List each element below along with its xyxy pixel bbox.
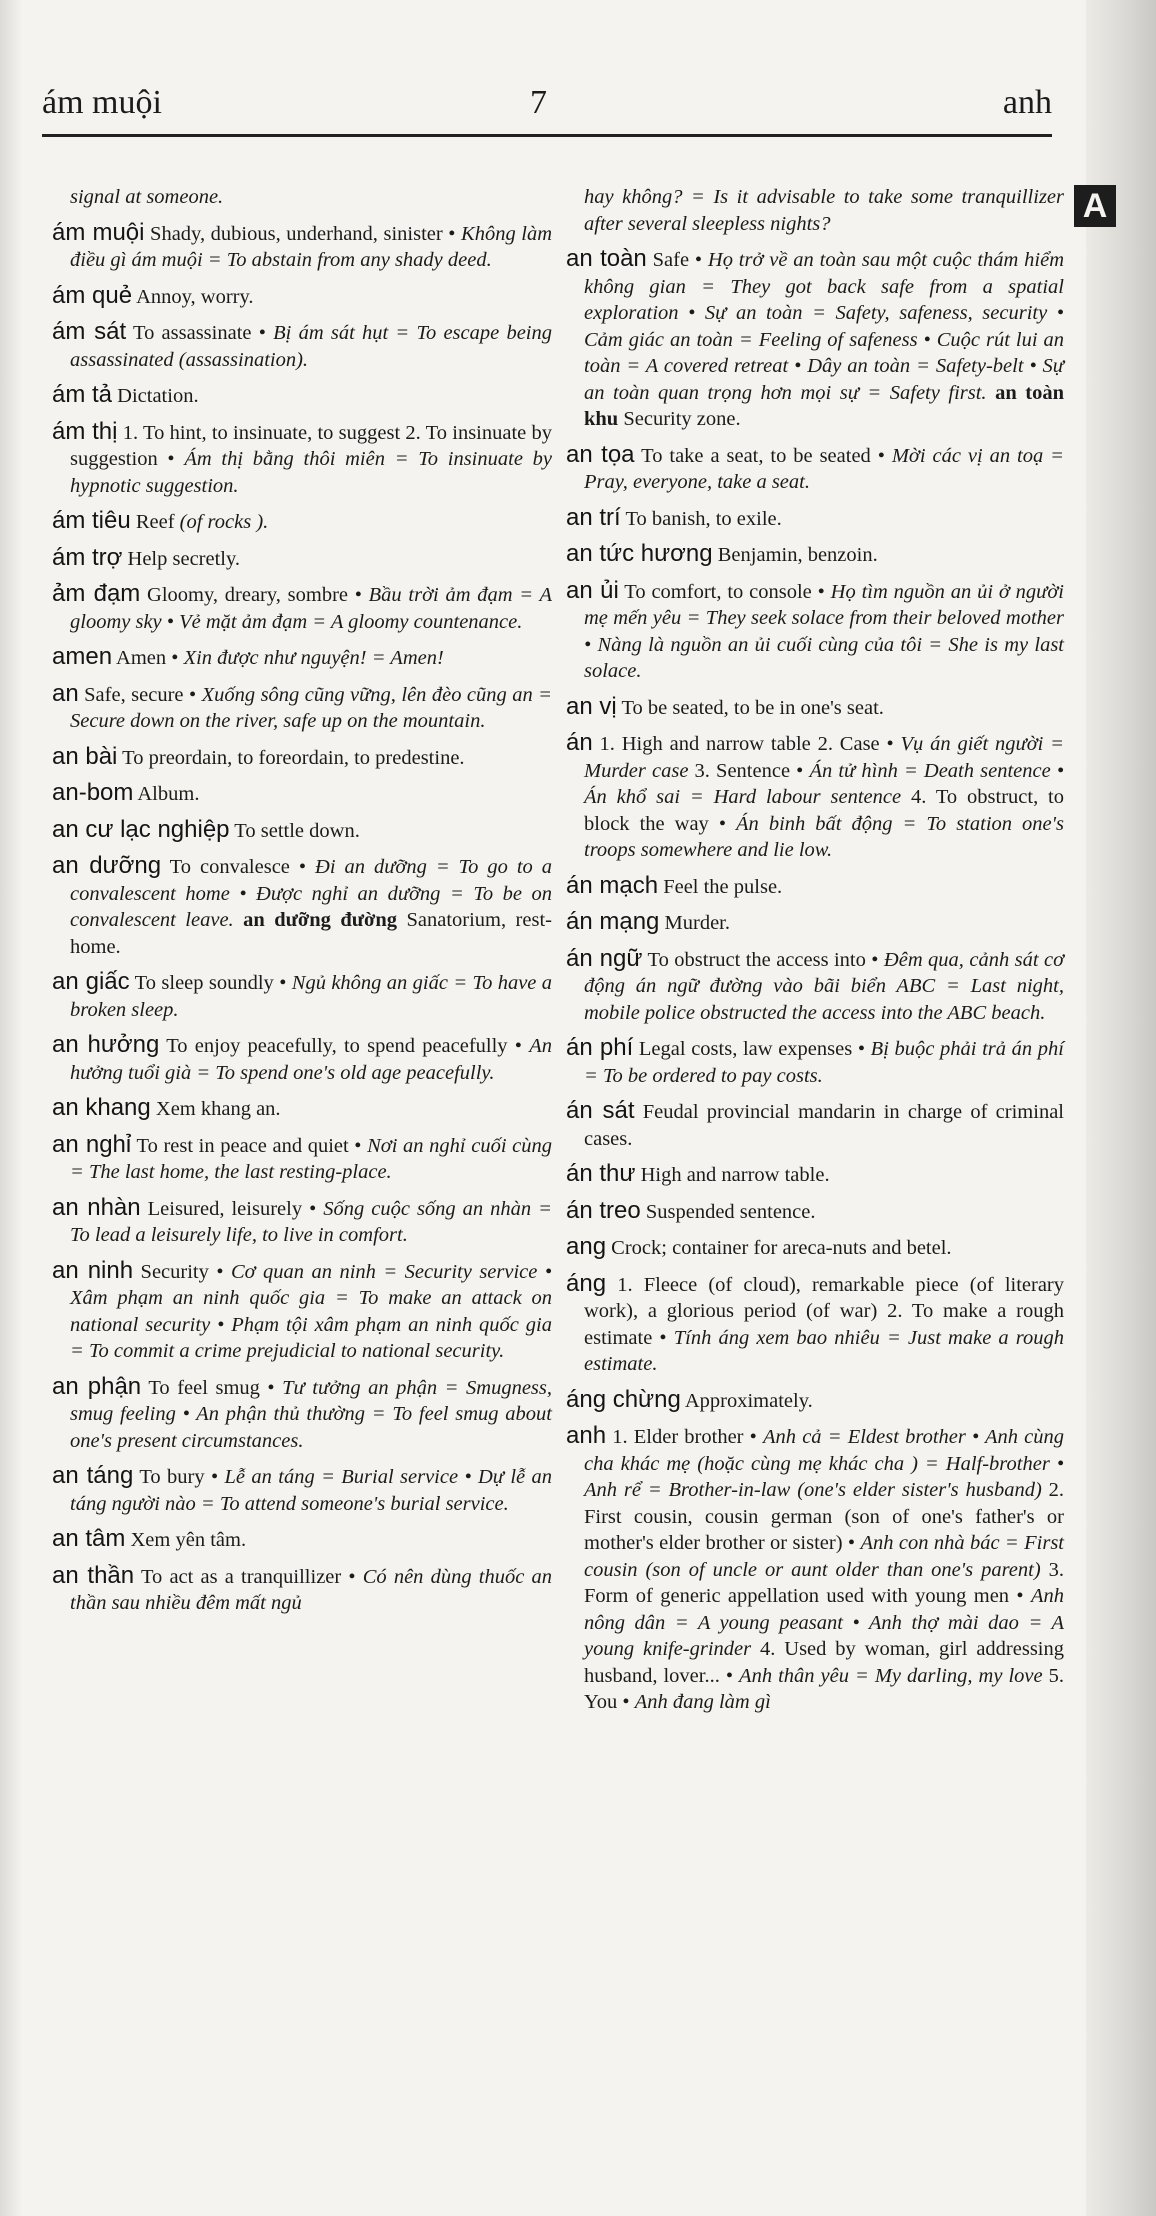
entry-headword: ám tả [52, 381, 113, 408]
dictionary-entry [566, 1035, 1064, 1089]
dictionary-entry [52, 1195, 552, 1249]
entry-definition: To assassinate • [132, 322, 266, 344]
entry-headword: ám tiêu [52, 507, 131, 534]
entry-example: Ám thị bằng thôi miên = To insinuate by hypnotic suggestion. [70, 448, 553, 497]
entry-continuation: hay không? = Is it advisable to take some tranquillizer after several sleepless nights? [584, 186, 1064, 235]
entry-example: Bầu trời ảm đạm = A gloomy sky • Vẻ mặt ảm đạm = A gloomy countenance. [70, 584, 552, 633]
dictionary-entry [566, 184, 1064, 237]
entry-headword: an hưởng [52, 1031, 160, 1058]
dictionary-entry [52, 644, 552, 672]
entry-example: Sống cuộc sống an nhàn = To lead a leisurely life, to live in comfort. [70, 1197, 552, 1246]
dictionary-entry [566, 1234, 1064, 1262]
dictionary-entry [52, 319, 552, 373]
dictionary-entry [52, 969, 552, 1023]
entry-definition: To sleep soundly • [134, 972, 287, 994]
entry-example: Có nên dùng thuốc an thần sau nhiều đêm mất ngủ [70, 1565, 552, 1614]
entry-headword: an tức hương [566, 540, 713, 567]
dictionary-entry [52, 508, 552, 536]
entry-example: Tính áng xem bao nhiêu = Just make a rough estimate. [584, 1326, 1065, 1375]
entry-headword: án [566, 729, 593, 756]
dictionary-entry [566, 1387, 1064, 1415]
entry-headword: ám sát [52, 318, 127, 345]
header-rule [42, 134, 1052, 137]
dictionary-entry [566, 873, 1064, 901]
entry-headword: an [52, 679, 79, 707]
running-header [42, 78, 1052, 126]
dictionary-entry [52, 1095, 552, 1123]
entry-headword: án phí [566, 1034, 634, 1061]
entry-example: Nơi an nghỉ cuối cùng = The last home, the last resting-place. [70, 1134, 552, 1183]
entry-definition: Feudal provincial mandarin in charge of criminal cases. [584, 1101, 1064, 1150]
thumb-index-tab: A [1074, 185, 1116, 227]
dictionary-entry [566, 694, 1064, 722]
entry-definition: 2. First cousin, cousin german (son of one's father's or mother's elder brother or sister) • [584, 1479, 1064, 1554]
entry-headword: an bài [52, 742, 118, 770]
dictionary-entry [566, 1198, 1064, 1226]
entry-definition: Benjamin, benzoin. [717, 544, 878, 566]
dictionary-entry [52, 184, 552, 211]
entry-definition: To enjoy peacefully, to spend peacefully • [166, 1035, 522, 1057]
entry-definition: To obstruct the access into • [647, 948, 879, 971]
right-column [566, 184, 1064, 1725]
entry-definition: Security • [140, 1260, 224, 1283]
entry-example: Anh cả = Eldest brother • Anh cùng cha khác mẹ (hoặc cùng mẹ khác cha ) = Half-brother • Anh rể = Brother-in-law (one's elder sister's husband) [584, 1426, 1064, 1501]
entry-definition: 3. Sentence • [694, 759, 804, 782]
entry-definition: Album. [137, 783, 200, 805]
entry-headword: an cư lạc nghiệp [52, 815, 230, 843]
entry-example: Tư tưởng an phận = Smugness, smug feeling • An phận thủ thường = To feel smug about one's present circumstances. [70, 1376, 553, 1452]
entry-definition: Safe • [652, 249, 703, 271]
entry-headword: ám muội [52, 218, 145, 246]
entry-example: Không làm điều gì ám muội = To abstain from any shady deed. [70, 222, 553, 271]
entry-example: Lễ an táng = Burial service • Dự lễ an táng người nào = To attend someone's burial service. [70, 1466, 552, 1515]
entry-example: Vụ án giết người = Murder case [584, 733, 1064, 782]
header-first-word: ám muội [42, 84, 162, 121]
entry-definition: To settle down. [234, 819, 360, 842]
sub-headword: an dưỡng đường [243, 909, 398, 931]
dictionary-entry [52, 744, 552, 772]
entry-definition: To take a seat, to be seated • [641, 444, 885, 467]
dictionary-entry [52, 1374, 552, 1455]
entry-example: Đi an dưỡng = To go to a convalescent home • Được nghỉ an dưỡng = To be on convalescent leave. [70, 856, 553, 931]
entry-definition: 1. To hint, to insinuate, to suggest 2. To insinuate by suggestion • [70, 421, 553, 470]
entry-headword: an nghỉ [52, 1130, 132, 1158]
dictionary-entry [52, 1463, 552, 1517]
entry-definition: Xem yên tâm. [130, 1529, 247, 1551]
dictionary-entry [52, 681, 552, 735]
dictionary-entry [52, 220, 552, 274]
entry-example: Anh nông dân = A young peasant • Anh thợ mài dao = A young knife-grinder [584, 1585, 1064, 1660]
dictionary-entry [52, 382, 552, 410]
entry-example: Anh đang làm gì [634, 1691, 771, 1713]
entry-definition: 4. To obstruct, to block the way • [584, 786, 1065, 835]
entry-definition: 1. Fleece (of cloud), remarkable piece (of literary work), a glorious period (of war) 2. To make a rough estimate • [584, 1273, 1065, 1349]
entry-headword: anh [566, 1422, 607, 1449]
entry-headword: án mạch [566, 871, 659, 899]
entry-example: (of rocks ). [179, 511, 269, 533]
page-number: 7 [530, 84, 547, 121]
entry-definition: Xem khang an. [155, 1098, 281, 1120]
book-spine-shadow [1086, 0, 1156, 2216]
entry-definition: To act as a tranquillizer • [140, 1565, 356, 1588]
entry-example: An hưởng tuổi già = To spend one's old age peacefully. [70, 1035, 553, 1084]
entry-example: Án binh bất động = To station one's troops somewhere and lie low. [584, 812, 1065, 861]
entry-continuation: signal at someone. [70, 186, 224, 208]
entry-headword: an giấc [52, 968, 130, 995]
entry-definition: Approximately. [684, 1389, 813, 1412]
entry-headword: an phận [52, 1372, 142, 1400]
entry-headword: áng chừng [566, 1385, 681, 1413]
dictionary-entry [52, 581, 552, 635]
entry-headword: án sát [566, 1097, 635, 1124]
entry-definition: 4. Used by woman, girl addressing husband, lover... • [584, 1638, 1065, 1687]
entry-example: Ngủ không an giấc = To have a broken sleep. [70, 972, 553, 1021]
dictionary-entry [566, 578, 1064, 685]
entry-example: Án tử hình = Death sentence • Án khổ sai = Hard labour sentence [584, 759, 1064, 808]
entry-definition: To feel smug • [148, 1376, 275, 1399]
entry-example: Anh thân yêu = My darling, my love [739, 1664, 1043, 1687]
entry-example: Bị ám sát hụt = To escape being assassinated (assassination). [70, 322, 553, 371]
entry-headword: an trí [566, 503, 621, 531]
entry-headword: án ngữ [566, 944, 643, 972]
entry-headword: ám quẻ [52, 281, 133, 309]
entry-headword: áng [566, 1269, 607, 1297]
entry-headword: an dưỡng [52, 852, 162, 879]
entry-example: Mời các vị an toạ = Pray, everyone, take a seat. [584, 444, 1064, 493]
entry-headword: an tâm [52, 1525, 126, 1552]
entry-example: Cơ quan an ninh = Security service • Xâm phạm an ninh quốc gia = To make an attack on national security • Phạm tội xâm phạm an ninh quốc gia = To commit a crime prejudicial to national security. [70, 1260, 552, 1362]
entry-headword: an táng [52, 1462, 134, 1489]
entry-definition: 1. Elder brother • [612, 1426, 757, 1448]
entry-example: Xin được như nguyện! = Amen! [183, 647, 444, 669]
entry-headword: ảm đạm [52, 580, 141, 607]
dictionary-entry [52, 780, 552, 808]
entry-headword: an tọa [566, 440, 635, 468]
dictionary-entry [566, 1161, 1064, 1189]
entry-example: Họ tìm nguồn an ủi ở người mẹ mến yêu = They seek solace from their beloved mother • Nàng là nguồn an ủi cuối cùng của tôi = She is my last solace. [584, 580, 1064, 682]
dictionary-entry [52, 545, 552, 573]
entry-example: Bị buộc phải trả án phí = To be ordered to pay costs. [584, 1038, 1064, 1087]
dictionary-entry [566, 946, 1064, 1027]
entry-headword: án thư [566, 1160, 636, 1187]
entry-definition: Sanatorium, rest-home. [70, 909, 552, 958]
dictionary-entry [566, 246, 1064, 433]
entry-headword: an-bom [52, 779, 134, 806]
entry-definition: Security zone. [623, 408, 741, 430]
entry-definition: 1. High and narrow table 2. Case • [599, 733, 894, 755]
entry-headword: an khang [52, 1094, 151, 1121]
dictionary-entry [566, 1098, 1064, 1152]
entry-definition: Feel the pulse. [663, 875, 783, 898]
entry-definition: Leisured, leisurely • [147, 1197, 317, 1220]
dictionary-entry [566, 1423, 1064, 1716]
entry-example: Họ trở về an toàn sau một cuộc thám hiểm không gian = They got back safe from a spatial exploration • Sự an toàn = Safety, safeness, security • Cảm giác an toàn = Feeling of safeness • Cuộc rút lui an toàn = A covered retreat • Dây an toàn = Safety-belt • Sự an toàn quan trọng hơn mọi sự = Safety first. [584, 249, 1065, 404]
entry-definition: 5. You • [584, 1664, 1065, 1713]
entry-example: Anh con nhà bác = First cousin (son of uncle or aunt older than one's parent) [584, 1532, 1064, 1581]
dictionary-entry [566, 541, 1064, 569]
entry-definition: Dictation. [117, 385, 199, 407]
entry-headword: án treo [566, 1196, 641, 1224]
entry-definition: Murder. [664, 912, 731, 934]
dictionary-entry [52, 1032, 552, 1086]
sub-headword: an toàn khu [584, 381, 1064, 430]
entry-definition: 3. Form of generic appellation used with young men • [584, 1558, 1064, 1607]
entry-example: Đêm qua, cảnh sát cơ động án ngữ đường vào bãi biển ABC = Last night, mobile police obstructed the access into the ABC beach. [584, 948, 1065, 1024]
entry-definition: To preordain, to foreordain, to predestine. [122, 746, 465, 769]
dictionary-entry [52, 1132, 552, 1186]
dictionary-entry [52, 1258, 552, 1365]
header-last-word: anh [1002, 84, 1052, 121]
entry-headword: an ninh [52, 1256, 134, 1284]
dictionary-entry [52, 419, 552, 500]
entry-headword: an toàn [566, 245, 647, 272]
entry-headword: amen [52, 643, 113, 670]
dictionary-entry [566, 442, 1064, 496]
dictionary-entry [566, 505, 1064, 533]
entry-definition: Safe, secure • [84, 683, 197, 706]
entry-definition: To rest in peace and quiet • [136, 1134, 362, 1157]
dictionary-entry [566, 730, 1064, 864]
entry-definition: Reef [135, 511, 175, 533]
entry-definition: To banish, to exile. [625, 507, 782, 530]
dictionary-entry [566, 1271, 1064, 1378]
left-column [52, 184, 552, 1626]
entry-headword: án mạng [566, 908, 660, 935]
dictionary-entry [52, 1563, 552, 1617]
entry-headword: an ủi [566, 576, 619, 604]
entry-definition: Gloomy, dreary, sombre • [147, 584, 362, 606]
dictionary-entry [52, 853, 552, 960]
entry-headword: ám thị [52, 417, 118, 445]
entry-definition: Amen • [116, 647, 179, 669]
entry-definition: To convalesce • [169, 856, 307, 878]
entry-definition: Shady, dubious, underhand, sinister • [150, 222, 456, 245]
entry-headword: an nhàn [52, 1193, 141, 1221]
entry-definition: Crock; container for areca-nuts and betel. [611, 1237, 952, 1259]
entry-headword: ám trợ [52, 543, 123, 571]
dictionary-entry [52, 283, 552, 311]
entry-definition: High and narrow table. [640, 1164, 830, 1186]
dictionary-entry [566, 909, 1064, 937]
dictionary-entry [52, 1526, 552, 1554]
entry-example: Xuống sông cũng vững, lên đèo cũng an = Secure down on the river, safe up on the mountain. [70, 683, 552, 732]
dictionary-entry [52, 817, 552, 845]
entry-headword: ang [566, 1233, 607, 1260]
entry-definition: Annoy, worry. [136, 285, 254, 308]
entry-definition: Legal costs, law expenses • [638, 1038, 866, 1060]
entry-definition: Help secretly. [127, 547, 241, 570]
entry-definition: Suspended sentence. [645, 1200, 816, 1223]
entry-headword: an vị [566, 692, 617, 720]
entry-definition: To bury • [139, 1466, 219, 1488]
entry-definition: To be seated, to be in one's seat. [621, 696, 884, 719]
page-left-edge [0, 0, 22, 2216]
entry-definition: To comfort, to console • [624, 580, 825, 603]
entry-headword: an thần [52, 1561, 135, 1589]
